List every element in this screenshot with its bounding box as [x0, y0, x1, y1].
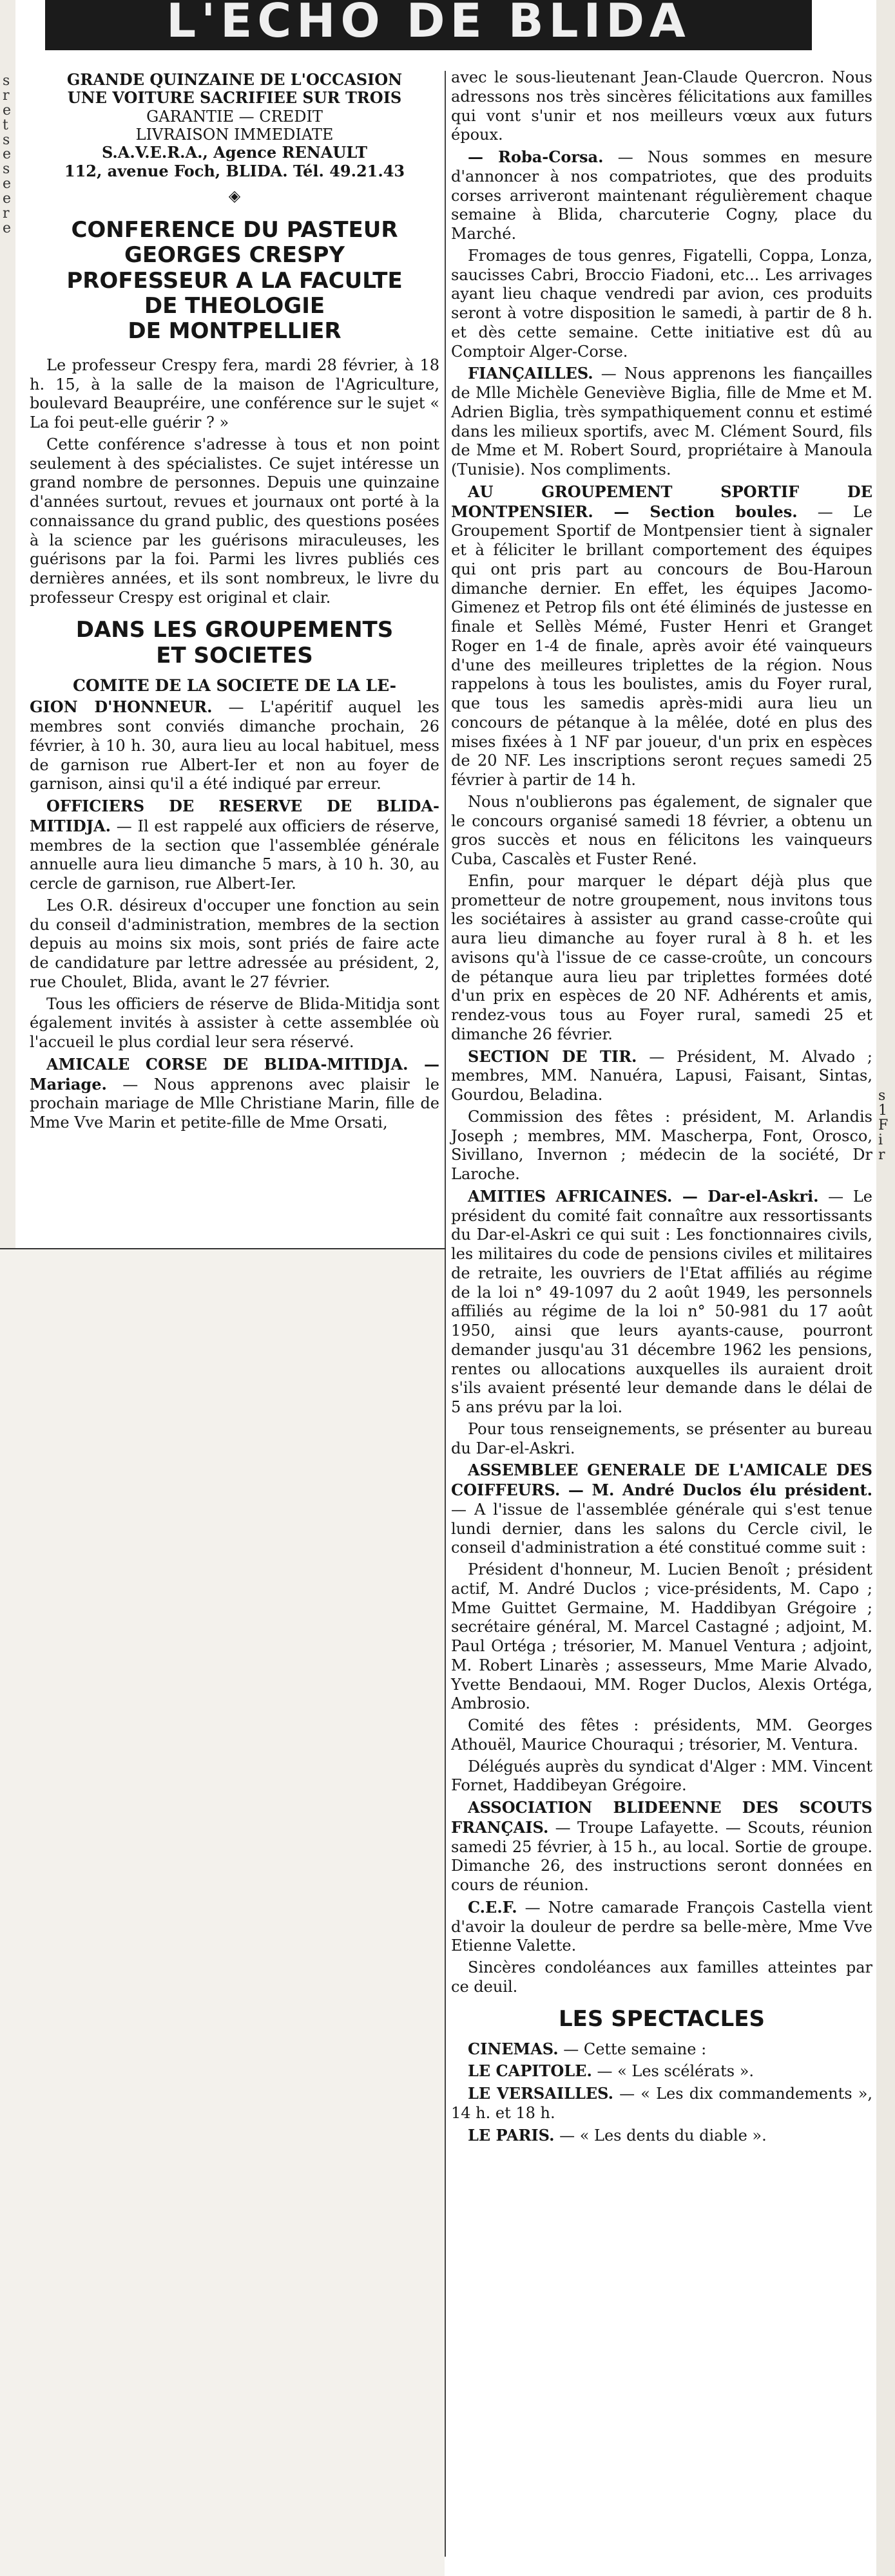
- roba-text: — Nous sommes en mesure d'annoncer à nos compatriotes, que des produits corses arriveront maintenant régulièrement chaque semaine à Blida, charcuterie Cogny, place du Marché.: [451, 148, 872, 243]
- ad-line: LIVRAISON IMMEDIATE: [135, 125, 334, 144]
- section-line: ET SOCIETES: [156, 642, 313, 668]
- tir-text: — Président, M. Alvado ; membres, MM. Nanuéra, Lapusi, Faisant, Sintas, Gourdou, Beladina.: [451, 1047, 872, 1104]
- fiancailles-head: FIANÇAILLES.: [468, 364, 593, 383]
- officiers-paragraph: [30, 797, 439, 894]
- conference-paragraph: Le professeur Crespy fera, mardi 28 février, à 18 h. 15, à la salle de la maison de l'Agriculture, boulevard Beaupréire, une conférence sur le sujet « La foi peut-elle guérir ? »: [30, 355, 439, 432]
- right-page-edge: [876, 0, 895, 2576]
- oublierons-paragraph: Nous n'oublierons pas également, de signaler que le concours organisé samedi 18 février, a obtenu un gros succès et nous en félicitons les vainqueurs Cuba, Cascalès et Fuster René.: [451, 792, 872, 868]
- assemblee-text: — A l'issue de l'assemblée générale qui s'est tenue lundi dernier, dans les salons du Cercle civil, le conseil d'administration a été constitué comme suit :: [451, 1500, 872, 1557]
- delegues-paragraph: Délégués auprès du syndicat d'Alger : MM. Vincent Fornet, Haddibeyan Grégoire.: [451, 1757, 872, 1795]
- scouts-paragraph: [451, 1798, 872, 1895]
- versailles-paragraph: [451, 2084, 872, 2123]
- capitole-paragraph: [451, 2061, 872, 2081]
- headline-line: DE MONTPELLIER: [128, 318, 342, 345]
- amicale-head: AMICALE CORSE DE BLIDA-MITIDJA. — Mariage.: [30, 1054, 439, 1094]
- cef-paragraph: [451, 1898, 872, 1956]
- left-fragment-char: e: [3, 146, 12, 163]
- headline-line: GEORGES CRESPY: [124, 242, 345, 269]
- officiers-head: OFFICIERS DE RESERVE DE BLIDA-MITIDJA.: [30, 797, 439, 835]
- left-margin-fragments: [3, 74, 14, 236]
- paris-head: LE PARIS.: [468, 2125, 555, 2145]
- left-fragment-char: t: [3, 117, 8, 133]
- left-column-bottom-rule: [0, 1248, 446, 1249]
- left-fragment-char: s: [3, 161, 10, 178]
- ad-line: GRANDE QUINZAINE DE L'OCCASION: [66, 70, 403, 89]
- masthead: L'ECHO DE BLIDA: [45, 0, 812, 50]
- assemblee-paragraph: [451, 1461, 872, 1558]
- right-fragment-char: s: [878, 1088, 886, 1104]
- legion-paragraph: [30, 697, 439, 794]
- bureau-paragraph: Président d'honneur, M. Lucien Benoît ; président actif, M. André Duclos ; vice-présidents, M. Capo ; Mme Guittet Germaine, M. Haddibyan Grégoire ; secrétaire général, M. Marcel Castagné ; adjoint, M. Paul Ortéga ; trésorier, M. Manuel Ventura ; adjoint, M. Robert Linarès ; assesseurs, Mme Marie Alvado, Yvette Bendaoui, MM. Roger Duclos, Alexis Ortéga, Ambrosio.: [451, 1560, 872, 1713]
- legion-head-inline: GION D'HONNEUR.: [30, 697, 213, 717]
- left-column: [30, 71, 439, 1135]
- ad-line: S.A.V.E.R.A., Agence RENAULT: [101, 143, 368, 162]
- ad-line: 112, avenue Foch, BLIDA. Tél. 49.21.43: [64, 161, 405, 180]
- comite-fetes-paragraph: Comité des fêtes : présidents, MM. Georges Athouël, Maurice Chouraqui ; trésorier, M. Ventura.: [451, 1716, 872, 1754]
- conference-paragraph: Cette conférence s'adresse à tous et non point seulement à des spécialistes. Ce sujet intéresse un grand nombre de personnes. Depuis une quinzaine d'années surtout, revues et journaux ont porté à la connaissance du grand public, des questions posées à la science par les guérisons miraculeuses, les guérisons par la foi. Parmi les livres publiés ces dernières années, et ils sont nombreux, le livre du professeur Crespy est original et clair.: [30, 435, 439, 607]
- column-rule: [445, 71, 446, 2557]
- left-fragment-char: e: [3, 102, 12, 118]
- left-fragment-char: e: [3, 176, 12, 193]
- legion-heading: [30, 676, 439, 696]
- right-fragment-char: 1: [878, 1103, 887, 1119]
- tir-head: SECTION DE TIR.: [468, 1046, 637, 1066]
- amicale-text: — Nous apprenons avec plaisir le prochain mariage de Mlle Christiane Marin, fille de Mme Vve Marin et petite-fille de Mme Orsati,: [30, 1075, 439, 1132]
- right-margin-fragments: [878, 1088, 892, 1162]
- gsm-head: AU GROUPEMENT SPORTIF DE MONTPENSIER. — Section boules.: [451, 482, 872, 521]
- left-fragment-char: r: [3, 87, 10, 104]
- ad-line: UNE VOITURE SACRIFIEE SUR TROIS: [67, 88, 402, 108]
- amities-head: AMITIES AFRICAINES. — Dar-el-Askri.: [468, 1186, 819, 1206]
- left-fragment-char: r: [3, 205, 10, 222]
- scouts-text: — Troupe Lafayette. — Scouts, réunion samedi 25 février, à 15 h., au local. Sortie de groupe. Dimanche 26, des instructions seront données en cours de réunion.: [451, 1818, 872, 1894]
- scouts-head: ASSOCIATION BLIDEENNE DES SCOUTS FRANÇAIS.: [451, 1798, 872, 1837]
- right-fragment-char: r: [878, 1147, 885, 1163]
- gsm-text: — Le Groupement Sportif de Montpensier tient à signaler et à féliciter le brillant comportement des équipes qui ont pris part au concours de Bou-Haroun dimanche dernier. En effet, les équipes Jacomo-Gimenez et Petrop fils ont été éliminés de justesse en finale et Sellès Mémé, Fuster Henri et Granget Roger en 1-4 de finale, après avoir été vainqueurs d'une des meilleures triplettes de la région. Nous rappelons à tous les boulistes, amis du Foyer rural, que tous les samedis après-midi aura lieu un concours de pétanque à la mêlée, doté en plus des mises fixées à 1 NF par joueur, d'un prix en espèces de 20 NF. Les inscriptions seront reçues samedi 25 février à partir de 14 h.: [451, 502, 872, 789]
- cinemas-text: — Cette semaine :: [563, 2040, 707, 2058]
- or-paragraph: Les O.R. désireux d'occuper une fonction au sein du conseil d'administration, membres de la section depuis au moins six mois, sont priés de faire acte de candidature par lettre adressée au président, 2, rue Choulet, Blida, avant le 27 février.: [30, 896, 439, 991]
- tir-paragraph: [451, 1047, 872, 1105]
- lower-left-blank-area: [0, 1249, 445, 2576]
- spectacles-heading: LES SPECTACLES: [559, 2005, 765, 2032]
- amicale-continuation: avec le sous-lieutenant Jean-Claude Quercron. Nous adressons nos très sincères félicitations aux familles qui vont s'unir et nos meilleurs vœux aux futurs époux.: [451, 68, 872, 144]
- roba-head: — Roba-Corsa.: [468, 147, 604, 166]
- renseignements-paragraph: Pour tous renseignements, se présenter au bureau du Dar-el-Askri.: [451, 1419, 872, 1457]
- legion-text: — L'apéritif auquel les membres sont conviés dimanche prochain, 26 février, à 10 h. 30, aura lieu au local habituel, mess de garnison rue Albert-Ier et non au foyer de garnison, ainsi qu'il a été indiqué par erreur.: [30, 698, 439, 793]
- fiancailles-paragraph: [451, 364, 872, 480]
- roba-paragraph: [451, 147, 872, 244]
- fiancailles-text: — Nous apprenons les fiançailles de Mlle Michèle Geneviève Biglia, fille de Mme et M. Adrien Biglia, très sympathiquement connu et estimé dans les milieux sportifs, avec M. Clément Sourd, fils de Mme et M. Robert Sourd, propriétaire à Manoula (Tunisie). Nos compliments.: [451, 365, 872, 478]
- headline-line: PROFESSEUR A LA FACULTE: [66, 267, 403, 294]
- versailles-text: — « Les dix commandements », 14 h. et 18 h.: [451, 2085, 873, 2122]
- gsm-paragraph: [451, 482, 872, 790]
- tous-paragraph: Tous les officiers de réserve de Blida-Mitidja sont également invités à assister à cette assemblée où l'accueil le plus cordial leur sera réservé.: [30, 994, 439, 1052]
- amities-paragraph: [451, 1187, 872, 1417]
- paris-paragraph: [451, 2126, 872, 2146]
- headline-line: CONFERENCE DU PASTEUR: [71, 216, 398, 243]
- amicale-paragraph: [30, 1055, 439, 1133]
- paris-text: — « Les dents du diable ».: [559, 2126, 767, 2145]
- cef-head: C.E.F.: [468, 1897, 517, 1917]
- left-fragment-char: s: [3, 74, 10, 89]
- right-fragment-char: F: [878, 1117, 889, 1134]
- section-line: DANS LES GROUPEMENTS: [75, 616, 394, 643]
- enfin-paragraph: Enfin, pour marquer le départ déjà plus que prometteur de notre groupement, nous invitons tous les sociétaires à assister au grand casse-croûte qui aura lieu dimanche au foyer rural à 8 h. et les avisons qu'à l'issue de ce casse-croûte, un concours de pétanque aura lieu par triplettes formées doté d'un prix en espèces de 20 NF. Adhérents et amis, rendez-vous tous au Foyer rural, samedi 25 et dimanche 26 février.: [451, 871, 872, 1043]
- conference-headline: [30, 218, 439, 345]
- left-fragment-char: e: [3, 191, 12, 207]
- right-column: [451, 68, 872, 2148]
- cef-text: — Notre camarade François Castella vient d'avoir la douleur de perdre sa belle-mère, Mme Vve Etienne Valette.: [451, 1898, 872, 1955]
- groupements-heading: [30, 617, 439, 668]
- capitole-text: — « Les scélérats ».: [597, 2062, 755, 2081]
- capitole-head: LE CAPITOLE.: [468, 2061, 592, 2081]
- cinemas-paragraph: [451, 2040, 872, 2060]
- headline-line: DE THEOLOGIE: [144, 292, 325, 319]
- renault-advertisement: [30, 71, 439, 180]
- assemblee-head: ASSEMBLEE GENERALE DE L'AMICALE DES COIFFEURS. — M. André Duclos élu président.: [451, 1461, 872, 1499]
- condoleances-paragraph: Sincères condoléances aux familles atteintes par ce deuil.: [451, 1958, 872, 1996]
- commission-paragraph: Commission des fêtes : président, M. Arlandis Joseph ; membres, MM. Mascherpa, Font, Orosco, Sivillano, Invernon ; médecin de la société, Dr Laroche.: [451, 1107, 872, 1183]
- left-fragment-char: s: [3, 131, 10, 148]
- cinemas-head: CINEMAS.: [468, 2039, 559, 2058]
- legion-head-line: COMITE DE LA SOCIETE DE LA LE-: [73, 676, 396, 695]
- ad-line: GARANTIE — CREDIT: [146, 107, 323, 126]
- amities-text: — Le président du comité fait connaître aux ressortissants du Dar-el-Askri ce qui suit : Les fonctionnaires civils, les militaires du code de pensions civiles et militaires de retraite, les ouvriers de l'Etat affiliés au régime de la loi n° 49-1097 du 2 août 1949, les personnels affiliés au régime de la loi n° 50-981 du 17 août 1950, ainsi que leurs ayants-cause, pourront demander jusqu'au 31 décembre 1962 les pensions, rentes ou allocations auxquelles ils auraient droit s'ils avaient présenté leur demande dans le délai de 5 ans prévu par la loi.: [451, 1187, 872, 1416]
- versailles-head: LE VERSAILLES.: [468, 2084, 613, 2103]
- officiers-text: — Il est rappelé aux officiers de réserve, membres de la section que l'assemblée générale annuelle aura lieu dimanche 5 mars, à 10 h. 30, au cercle de garnison, rue Albert-Ier.: [30, 817, 439, 893]
- right-fragment-char: i: [878, 1132, 883, 1149]
- separator-ornament: ◈: [228, 186, 241, 205]
- fromages-paragraph: Fromages de tous genres, Figatelli, Coppa, Lonza, saucisses Cabri, Broccio Fiadoni, etc... Les arrivages ayant lieu chaque vendredi par avion, ces produits seront à votre disposition le samedi, à partir de 8 h. et dès cette semaine. Cette initiative est dû au Comptoir Alger-Corse.: [451, 246, 872, 361]
- left-fragment-char: e: [3, 220, 12, 236]
